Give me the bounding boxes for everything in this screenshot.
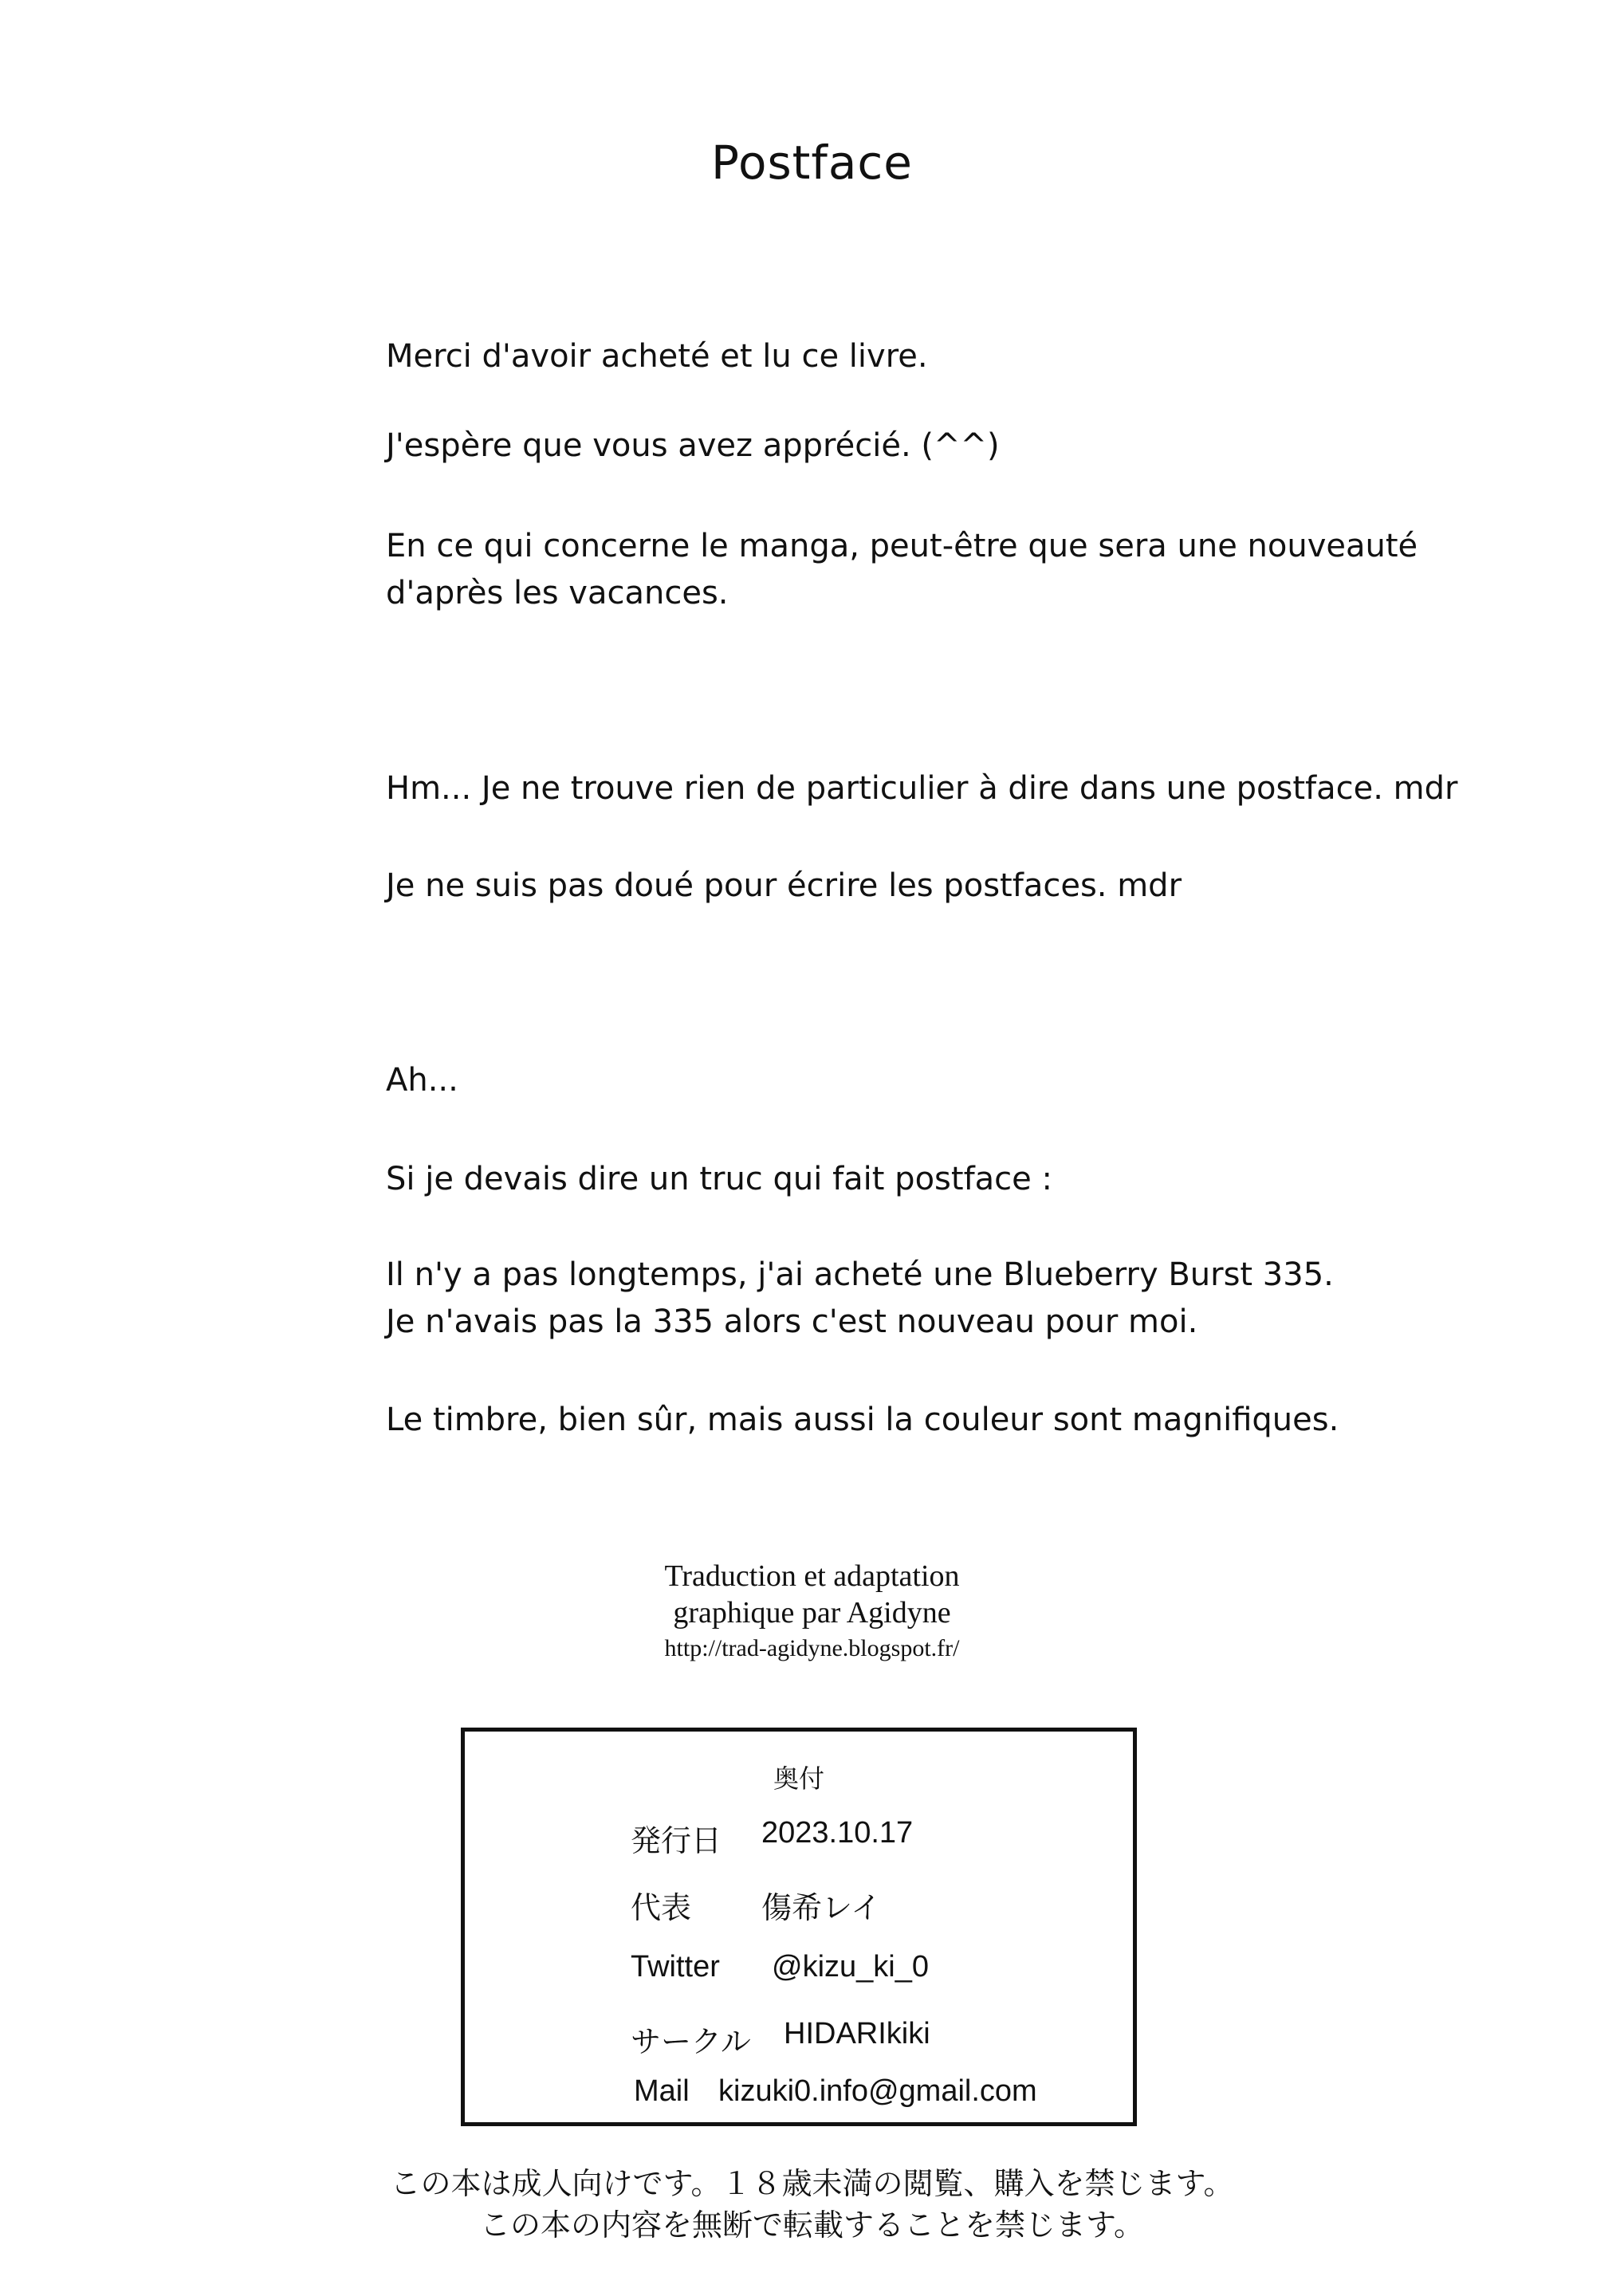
paragraph-guitar-line2: Je n'avais pas la 335 alors c'est nouveau pour moi. [386, 1303, 1198, 1340]
colophon-value: 傷希レイ [761, 1892, 882, 1925]
notice-copyright: この本の内容を無断で転載することを禁じます。 [480, 2208, 1144, 2243]
colophon-value: @kizu_ki_0 [772, 1950, 929, 1983]
paragraph-timbre: Le timbre, bien sûr, mais aussi la couleur sont magnifiques. [386, 1402, 1339, 1438]
colophon-label: Mail [634, 2074, 690, 2108]
paragraph-manga-line2: d'après les vacances. [386, 575, 729, 611]
credits-url: http://trad-agidyne.blogspot.fr/ [664, 1635, 960, 1661]
paragraph-if-i-had-to: Si je devais dire un truc qui fait postface : [386, 1161, 1052, 1197]
colophon-value: kizuki0.info@gmail.com [718, 2074, 1037, 2108]
paragraph-thanks: Merci d'avoir acheté et lu ce livre. [386, 338, 928, 375]
paragraph-ah: Ah... [386, 1062, 458, 1099]
colophon-box [461, 1728, 1137, 2126]
colophon-label: 代表 [631, 1892, 692, 1925]
colophon-value: 2023.10.17 [761, 1816, 914, 1850]
paragraph-hope: J'espère que vous avez apprécié. (^^) [386, 427, 1000, 464]
colophon-label: 発行日 [631, 1825, 722, 1858]
credits-line1: Traduction et adaptation [664, 1559, 960, 1593]
colophon-label: Twitter [631, 1950, 720, 1983]
colophon-value: HIDARIkiki [784, 2017, 930, 2050]
paragraph-manga-line1: En ce qui concerne le manga, peut-être que sera une nouveauté [386, 528, 1418, 564]
paragraph-not-good: Je ne suis pas doué pour écrire les postfaces. mdr [386, 867, 1182, 904]
colophon-heading: 奥付 [773, 1763, 824, 1794]
credits-line2: graphique par Agidyne [673, 1596, 951, 1630]
colophon-label: サークル [631, 2026, 751, 2059]
paragraph-guitar-line1: Il n'y a pas longtemps, j'ai acheté une Blueberry Burst 335. [386, 1256, 1334, 1293]
page-title: Postface [711, 136, 913, 190]
paragraph-hm: Hm... Je ne trouve rien de particulier à dire dans une postface. mdr [386, 770, 1458, 807]
notice-adult: この本は成人向けです。１８歳未満の閲覧、購入を禁じます。 [390, 2166, 1234, 2201]
